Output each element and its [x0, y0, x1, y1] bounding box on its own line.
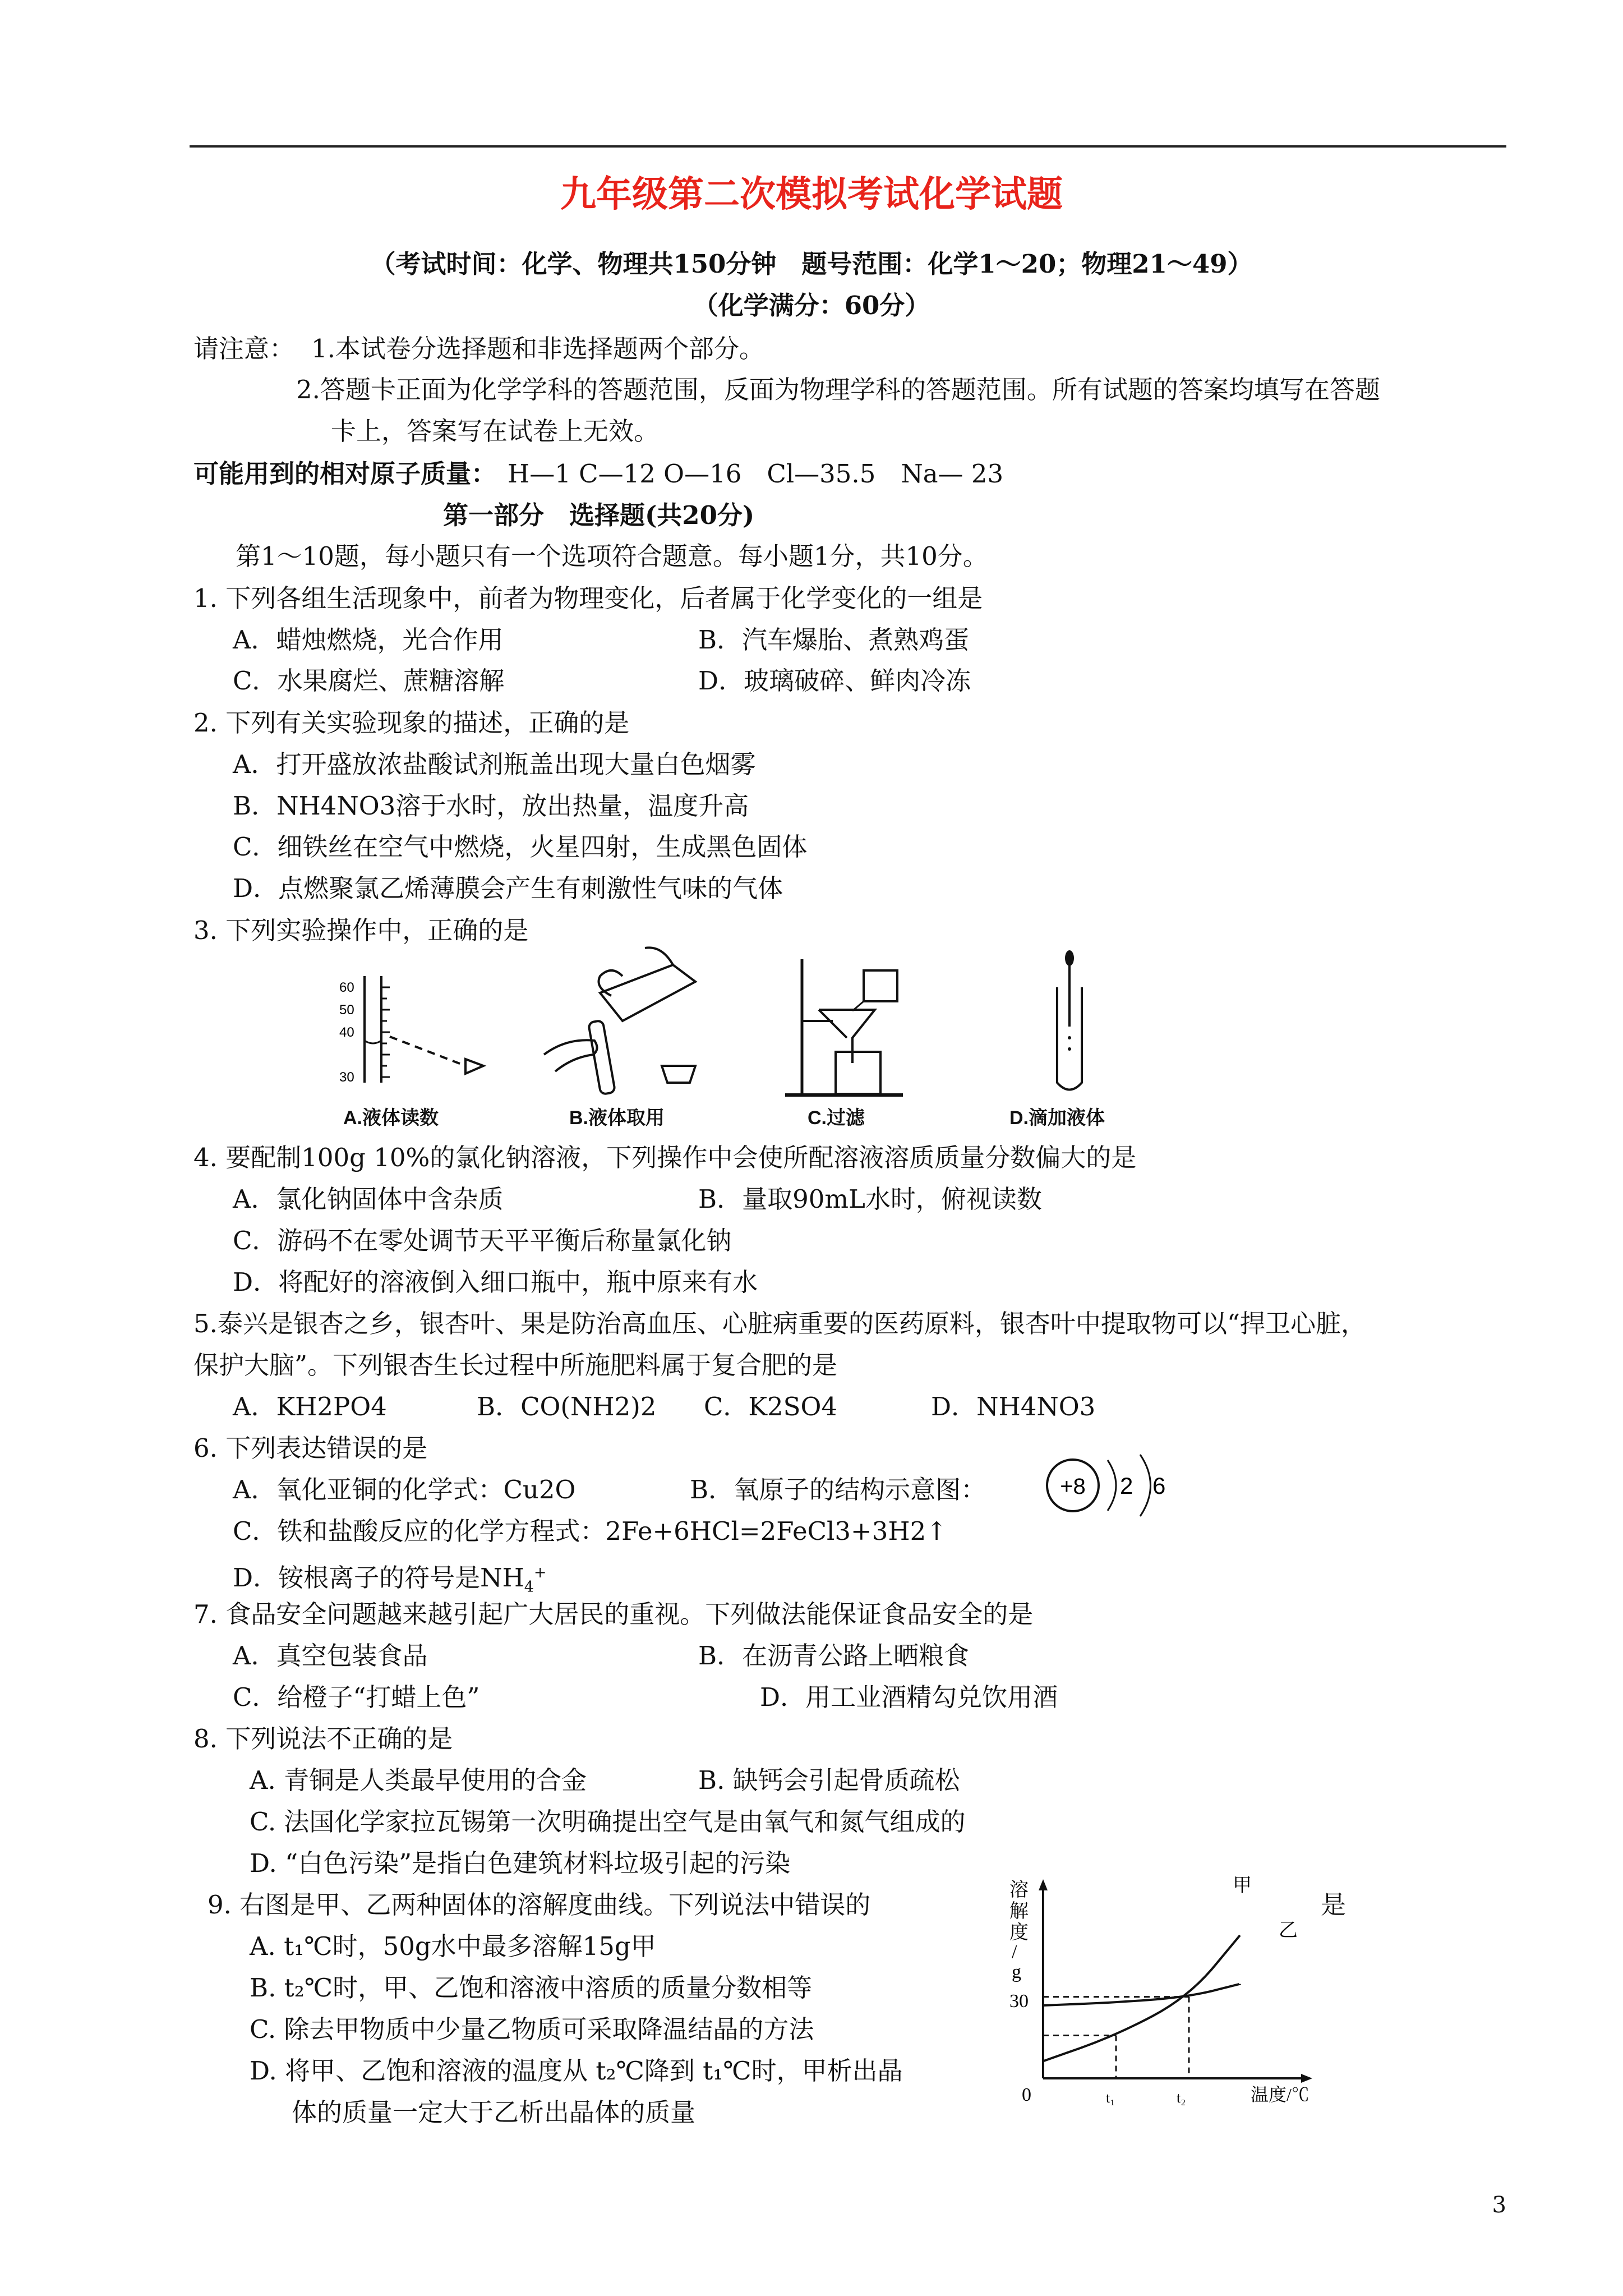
- figure-dropping-liquid: [1040, 948, 1096, 1099]
- q6-stem: 6. 下列表达错误的是: [193, 1433, 428, 1463]
- y-tick-30: 30: [1009, 1991, 1029, 2012]
- atomic-mass-values: H—1 C—12 O—16 Cl—35.5 Na— 23: [508, 459, 1004, 489]
- q9-stem-end: 是: [1321, 1890, 1347, 1920]
- q8-option-d: D. “白色污染”是指白色建筑材料垃圾引起的污染: [250, 1848, 791, 1878]
- y-axis-label-4: /: [1012, 1941, 1017, 1962]
- full-score-info: （化学满分：60分）: [693, 291, 930, 320]
- q1-option-c: C．水果腐烂、蔗糖溶解: [233, 666, 505, 696]
- q6-option-a: A．氧化亚铜的化学式：Cu2O: [233, 1475, 576, 1504]
- chart-axes: [1039, 1879, 1312, 2083]
- cylinder-tick-30: 30: [339, 1070, 354, 1085]
- solubility-chart: [987, 1868, 1324, 2115]
- q6-option-d-subscript: 4: [524, 1579, 534, 1596]
- q2-option-b: B．NH4NO3溶于水时，放出热量，温度升高: [233, 791, 749, 821]
- q6-option-b: B．氧原子的结构示意图：: [690, 1475, 986, 1504]
- q4-stem: 4. 要配制100g 10%的氯化钠溶液，下列操作中会使所配溶液溶质质量分数偏大的是: [193, 1143, 1137, 1172]
- x-axis-label: 温度/℃: [1251, 2085, 1310, 2105]
- oxygen-atom-diagram: [1040, 1449, 1186, 1522]
- series-label-jia: 甲: [1233, 1875, 1252, 1896]
- figure-liquid-reading: [336, 970, 505, 1105]
- figure-caption-d: D.滴加液体: [1009, 1107, 1105, 1129]
- x-tick-t2: t₂: [1177, 2090, 1186, 2106]
- q5-option-a: A．KH2PO4: [233, 1392, 387, 1421]
- cylinder-tick-60: 60: [339, 980, 354, 995]
- atom-shell-2-electrons: 6: [1152, 1473, 1166, 1499]
- q2-option-d: D．点燃聚氯乙烯薄膜会产生有刺激性气味的气体: [233, 873, 783, 903]
- cylinder-tick-40: 40: [339, 1025, 354, 1040]
- page-title: 九年级第二次模拟考试化学试题: [560, 173, 1063, 215]
- q6-option-d-text: D．铵根离子的符号是NH: [233, 1563, 524, 1593]
- q5-stem-line1: 5.泰兴是银杏之乡，银杏叶、果是防治高血压、心脏病重要的医药原料，银杏叶中提取物可以“捍卫心脏，: [193, 1309, 1366, 1338]
- page-number: 3: [1492, 2192, 1506, 2218]
- figure-filtration: [780, 948, 909, 1105]
- q4-option-b: B．量取90mL水时，俯视读数: [698, 1184, 1042, 1214]
- y-axis-label-2: 解: [1009, 1901, 1029, 1922]
- figure-caption-c: C.过滤: [808, 1107, 865, 1129]
- q2-option-c: C．细铁丝在空气中燃烧，火星四射，生成黑色固体: [233, 832, 808, 862]
- q4-option-c: C．游码不在零处调节天平平衡后称量氯化钠: [233, 1226, 732, 1255]
- y-axis-arrow: [1039, 1879, 1048, 1890]
- q5-option-c: C．K2SO4: [704, 1392, 838, 1421]
- q3-stem: 3. 下列实验操作中，正确的是: [193, 915, 529, 945]
- q2-option-a: A．打开盛放浓盐酸试剂瓶盖出现大量白色烟雾: [233, 749, 756, 779]
- q9-option-c: C. 除去甲物质中少量乙物质可采取降温结晶的方法: [250, 2014, 814, 2044]
- x-tick-t1: t₁: [1106, 2090, 1115, 2106]
- series-curve-jia: [1043, 1935, 1240, 2061]
- figure-caption-a: A.液体读数: [343, 1107, 439, 1129]
- q2-stem: 2. 下列有关实验现象的描述，正确的是: [193, 708, 630, 738]
- q7-option-b: B．在沥青公路上晒粮食: [698, 1641, 970, 1671]
- y-axis-label-3: 度: [1009, 1922, 1029, 1943]
- q8-option-b: B. 缺钙会引起骨质疏松: [698, 1765, 960, 1795]
- q5-option-b: B．CO(NH2)2: [477, 1392, 657, 1421]
- figure-liquid-taking: [533, 942, 712, 1105]
- notes-prefix: 请注意：: [193, 334, 295, 364]
- exam-time-info: （考试时间：化学、物理共150分钟 题号范围：化学1～20；物理21～49）: [370, 249, 1253, 279]
- q9-option-d-line2: 体的质量一定大于乙析出晶体的质量: [292, 2097, 696, 2127]
- q9-option-d-line1: D. 将甲、乙饱和溶液的温度从 t₂℃降到 t₁℃时，甲析出晶: [250, 2056, 903, 2086]
- q4-option-d: D．将配好的溶液倒入细口瓶中，瓶中原来有水: [233, 1267, 758, 1297]
- q1-option-b: B．汽车爆胎、煮熟鸡蛋: [698, 625, 970, 655]
- q6-option-c: C．铁和盐酸反应的化学方程式：2Fe+6HCl=2FeCl3+3H2↑: [233, 1516, 947, 1546]
- y-axis-label-5: g: [1012, 1962, 1021, 1982]
- series-label-yi: 乙: [1279, 1920, 1298, 1941]
- q9-option-a: A. t₁℃时，50g水中最多溶解15g甲: [250, 1931, 656, 1961]
- q7-option-a: A．真空包装食品: [233, 1641, 428, 1671]
- figure-caption-b: B.液体取用: [569, 1107, 665, 1129]
- q1-option-d: D．玻璃破碎、鲜肉冷冻: [698, 666, 971, 696]
- q5-option-d: D．NH4NO3: [931, 1392, 1096, 1421]
- q7-option-d: D．用工业酒精勾兑饮用酒: [760, 1682, 1058, 1712]
- q5-stem-line2: 保护大脑”。下列银杏生长过程中所施肥料属于复合肥的是: [193, 1350, 838, 1380]
- q7-stem: 7. 食品安全问题越来越引起广大居民的重视。下列做法能保证食品安全的是: [193, 1599, 1034, 1629]
- origin-label: 0: [1022, 2085, 1031, 2105]
- cylinder-tick-50: 50: [339, 1002, 354, 1018]
- part1-heading: 第一部分 选择题(共20分): [443, 500, 755, 530]
- y-axis-label-1: 溶: [1009, 1880, 1029, 1901]
- q7-option-c: C．给橙子“打蜡上色”: [233, 1682, 480, 1712]
- notes-item-2b: 卡上，答案写在试卷上无效。: [331, 416, 660, 446]
- part1-instructions: 第1～10题，每小题只有一个选项符合题意。每小题1分，共10分。: [236, 541, 988, 571]
- q8-option-a: A. 青铜是人类最早使用的合金: [250, 1765, 587, 1795]
- q9-stem: 9. 右图是甲、乙两种固体的溶解度曲线。下列说法中错误的: [208, 1890, 871, 1920]
- q8-stem: 8. 下列说法不正确的是: [193, 1724, 453, 1754]
- q9-option-b: B. t₂℃时，甲、乙饱和溶液中溶质的质量分数相等: [250, 1973, 813, 2003]
- q8-option-c: C. 法国化学家拉瓦锡第一次明确提出空气是由氧气和氮气组成的: [250, 1807, 966, 1837]
- notes-item-2a: 2.答题卡正面为化学学科的答题范围，反面为物理学科的答题范围。所有试题的答案均填写在答题: [296, 375, 1380, 404]
- q6-option-d-superscript: +: [533, 1564, 547, 1581]
- q4-option-a: A．氯化钠固体中含杂质: [233, 1184, 504, 1214]
- x-axis-arrow: [1301, 2074, 1312, 2083]
- atom-nucleus-charge: +8: [1060, 1474, 1086, 1499]
- series-curve-yi: [1043, 1984, 1240, 2005]
- q1-option-a: A．蜡烛燃烧，光合作用: [233, 625, 504, 655]
- top-rule: [190, 145, 1506, 148]
- notes-item-1: 1.本试卷分选择题和非选择题两个部分。: [311, 334, 764, 364]
- q1-stem: 1. 下列各组生活现象中，前者为物理变化，后者属于化学变化的一组是: [193, 583, 983, 613]
- atomic-mass-label: 可能用到的相对原子质量：: [193, 459, 497, 489]
- atom-shell-1-electrons: 2: [1120, 1473, 1133, 1499]
